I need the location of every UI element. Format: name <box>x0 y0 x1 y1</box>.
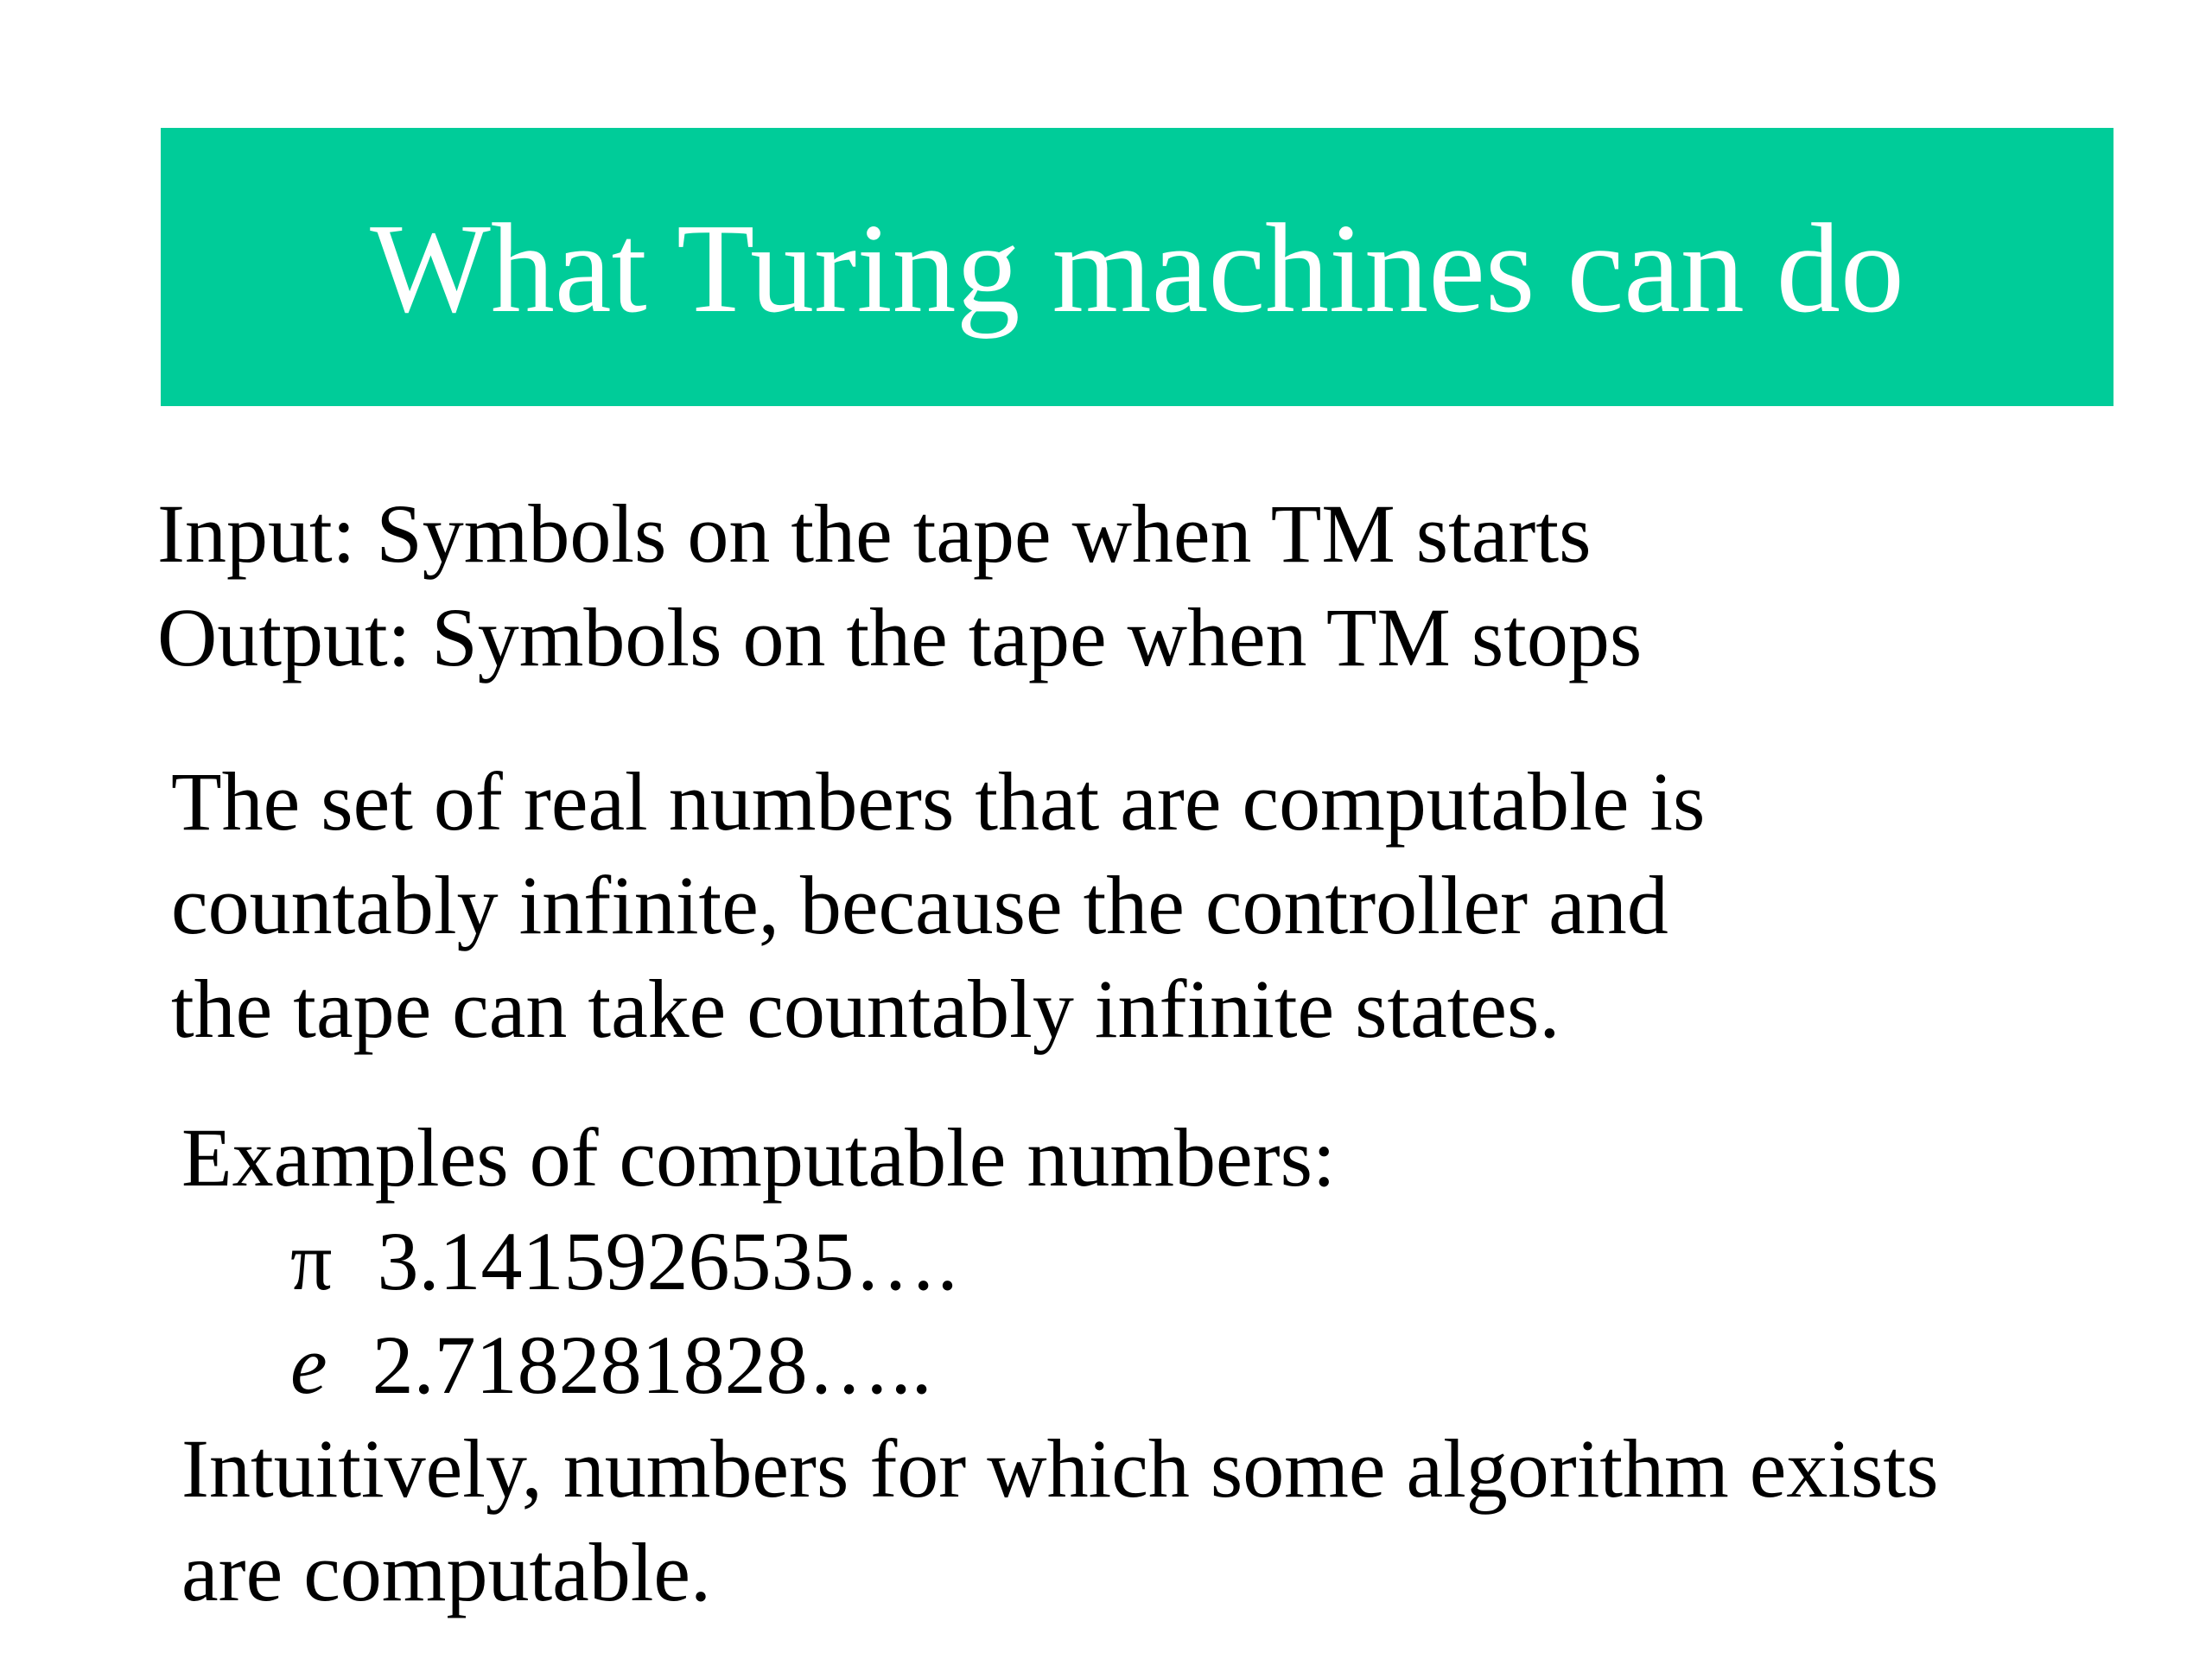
pi-symbol: π <box>290 1215 333 1307</box>
examples-heading: Examples of computable numbers: <box>181 1111 1336 1204</box>
e-symbol: e <box>290 1319 327 1411</box>
input-line: Input: Symbols on the tape when TM starts <box>157 487 1592 580</box>
slide-title: What Turing machines can do <box>370 198 1904 340</box>
example-e <box>290 1319 932 1411</box>
example-pi <box>290 1215 958 1307</box>
intuition-line-2: are computable. <box>181 1526 712 1618</box>
intuition-line-1: Intuitively, numbers for which some algorithm exists <box>181 1422 1939 1515</box>
countability-line-1: The set of real numbers that are computable is <box>171 755 1706 848</box>
countability-line-2: countably infinite, because the controller and <box>171 859 1669 951</box>
e-value: 2.718281828….. <box>372 1319 932 1411</box>
output-line: Output: Symbols on the tape when TM stops <box>157 591 1643 683</box>
title-banner <box>161 128 2113 406</box>
countability-line-3: the tape can take countably infinite states. <box>171 963 1560 1055</box>
pi-value: 3.1415926535…. <box>377 1215 958 1307</box>
